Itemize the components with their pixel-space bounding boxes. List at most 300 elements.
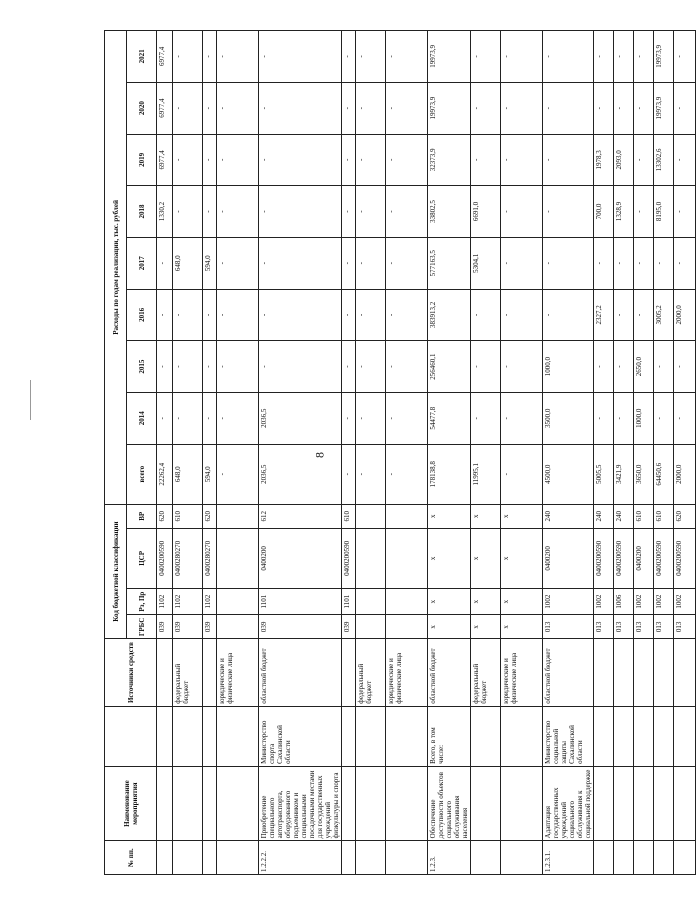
table-row	[594, 31, 614, 875]
code-grbs: 013	[634, 615, 654, 639]
code-grbs: 039	[157, 615, 173, 639]
year-value: 8195,0	[654, 186, 674, 238]
year-value: -	[356, 237, 386, 289]
year-value: 3500,0	[543, 392, 594, 444]
row-num	[342, 841, 356, 875]
header-num: № пп.	[105, 841, 157, 875]
measure-name: Адаптация государственных учреждений социального обслуживания к социальной поддержке	[543, 766, 594, 841]
code-csr: 0400200	[543, 528, 594, 588]
year-value: -	[594, 82, 614, 134]
total-value: 5005,5	[594, 444, 614, 504]
funding-source	[674, 639, 696, 706]
year-value: 2093,0	[614, 134, 634, 186]
year-value: -	[342, 289, 356, 341]
row-num	[654, 841, 674, 875]
total-value: -	[217, 444, 259, 504]
funding-source: федеральный бюджет	[471, 639, 501, 706]
measure-name	[634, 766, 654, 841]
year-value: -	[674, 341, 696, 393]
year-value: -	[614, 392, 634, 444]
measure-name	[594, 766, 614, 841]
total-value: 22262,4	[157, 444, 173, 504]
row-num: 1.2.2.2.	[259, 841, 342, 875]
year-value: -	[259, 82, 342, 134]
funding-source: федеральный бюджет	[356, 639, 386, 706]
measure-name	[674, 766, 696, 841]
code-csr: x	[428, 528, 471, 588]
total-value: -	[501, 444, 543, 504]
code-rzpr: 1002	[543, 588, 594, 614]
row-num	[217, 841, 259, 875]
year-value: -	[594, 341, 614, 393]
year-value: -	[356, 392, 386, 444]
year-value: -	[386, 134, 428, 186]
code-vr: 610	[173, 504, 203, 528]
funding-source	[634, 639, 654, 706]
code-csr	[217, 528, 259, 588]
year-value: -	[501, 341, 543, 393]
margin-mark	[30, 380, 31, 420]
code-vr: 610	[342, 504, 356, 528]
funding-source: юридические и физические лица	[217, 639, 259, 706]
year-value: -	[674, 134, 696, 186]
year-value: -	[674, 392, 696, 444]
header-rzpr: Рз, Пр	[127, 588, 157, 614]
header-year: 2020	[127, 82, 157, 134]
measure-name	[342, 766, 356, 841]
table-row	[259, 31, 342, 875]
year-value: -	[342, 31, 356, 83]
row-num	[501, 841, 543, 875]
year-value: -	[342, 82, 356, 134]
code-rzpr: 1002	[654, 588, 674, 614]
header-name: Наименование мероприятия	[105, 766, 157, 841]
year-value: -	[543, 134, 594, 186]
year-value: -	[386, 341, 428, 393]
measure-name	[356, 766, 386, 841]
header-year: 2014	[127, 392, 157, 444]
code-rzpr: 1102	[203, 588, 217, 614]
funding-source	[203, 639, 217, 706]
code-grbs: 039	[342, 615, 356, 639]
header-expense-group: Расходы по годам реализации, тыс. рублей	[105, 31, 127, 505]
table-row	[471, 31, 501, 875]
funding-source: юридические и физические лица	[386, 639, 428, 706]
year-value: -	[342, 186, 356, 238]
code-vr	[356, 504, 386, 528]
total-value: -	[356, 444, 386, 504]
year-value: -	[386, 237, 428, 289]
year-value: 700,0	[594, 186, 614, 238]
year-value: 1000,0	[634, 392, 654, 444]
year-value: -	[594, 31, 614, 83]
code-vr: 240	[594, 504, 614, 528]
year-value: 648,0	[173, 237, 203, 289]
funding-source: юридические и физические лица	[501, 639, 543, 706]
year-value: -	[259, 237, 342, 289]
year-value: -	[471, 134, 501, 186]
year-value: -	[203, 31, 217, 83]
year-value: -	[674, 237, 696, 289]
code-rzpr: 1006	[614, 588, 634, 614]
code-csr: 0400200590	[674, 528, 696, 588]
year-value: -	[356, 82, 386, 134]
code-rzpr	[217, 588, 259, 614]
year-value: -	[217, 134, 259, 186]
header-executor	[105, 706, 157, 766]
code-rzpr: 1002	[674, 588, 696, 614]
year-value: -	[173, 289, 203, 341]
year-value: -	[501, 289, 543, 341]
year-value: 383913,2	[428, 289, 471, 341]
year-value: -	[356, 31, 386, 83]
year-value: -	[614, 289, 634, 341]
code-csr: x	[501, 528, 543, 588]
year-value: -	[203, 392, 217, 444]
measure-name	[173, 766, 203, 841]
row-num	[157, 841, 173, 875]
measure-name	[217, 766, 259, 841]
year-value: -	[501, 82, 543, 134]
code-grbs: x	[501, 615, 543, 639]
year-value: 2327,2	[594, 289, 614, 341]
year-value: -	[157, 341, 173, 393]
year-value: -	[501, 392, 543, 444]
year-value: 13302,6	[654, 134, 674, 186]
year-value: -	[342, 341, 356, 393]
row-num	[173, 841, 203, 875]
year-value: -	[674, 31, 696, 83]
year-value: 6977,4	[157, 82, 173, 134]
year-value: -	[543, 289, 594, 341]
year-value: -	[356, 289, 386, 341]
executor	[614, 706, 634, 766]
funding-source: областной бюджет	[543, 639, 594, 706]
total-value: 64450,6	[654, 444, 674, 504]
code-vr: 240	[614, 504, 634, 528]
year-value: -	[634, 134, 654, 186]
year-value: -	[614, 82, 634, 134]
year-value: -	[356, 186, 386, 238]
code-csr: 0400280270	[173, 528, 203, 588]
year-value: -	[157, 237, 173, 289]
code-vr	[386, 504, 428, 528]
year-value: -	[543, 186, 594, 238]
year-value: 2036,5	[259, 392, 342, 444]
year-value: -	[674, 82, 696, 134]
code-vr: 610	[654, 504, 674, 528]
code-grbs: 039	[203, 615, 217, 639]
year-value: -	[634, 237, 654, 289]
code-rzpr: 1002	[594, 588, 614, 614]
year-value: -	[217, 82, 259, 134]
table-row	[356, 31, 386, 875]
year-value: -	[203, 82, 217, 134]
year-value: -	[173, 341, 203, 393]
code-csr: 0400200590	[614, 528, 634, 588]
year-value: -	[259, 134, 342, 186]
code-csr: 0400200	[259, 528, 342, 588]
year-value: 54477,8	[428, 392, 471, 444]
code-rzpr: x	[501, 588, 543, 614]
year-value: 2650,0	[634, 341, 654, 393]
executor	[674, 706, 696, 766]
year-value: 32373,9	[428, 134, 471, 186]
total-value: 11995,1	[471, 444, 501, 504]
page-number: 8	[312, 452, 327, 458]
header-year: 2016	[127, 289, 157, 341]
table-viewport	[104, 30, 683, 875]
total-value: -	[386, 444, 428, 504]
executor	[217, 706, 259, 766]
measure-name	[654, 766, 674, 841]
year-value: -	[594, 392, 614, 444]
table-row	[428, 31, 471, 875]
year-value: -	[614, 237, 634, 289]
code-vr: 612	[259, 504, 342, 528]
code-rzpr: 1002	[634, 588, 654, 614]
code-grbs: x	[471, 615, 501, 639]
executor	[203, 706, 217, 766]
table-row	[674, 31, 696, 875]
funding-source	[594, 639, 614, 706]
header-year: 2015	[127, 341, 157, 393]
header-csr: ЦСР	[127, 528, 157, 588]
year-value: 6691,0	[471, 186, 501, 238]
year-value: -	[471, 289, 501, 341]
code-csr: 0400200590	[157, 528, 173, 588]
year-value: -	[501, 31, 543, 83]
year-value: -	[471, 82, 501, 134]
year-value: -	[654, 392, 674, 444]
year-value: -	[217, 31, 259, 83]
year-value: -	[386, 31, 428, 83]
code-rzpr: x	[471, 588, 501, 614]
row-num: 1.2.3.	[428, 841, 471, 875]
row-num	[386, 841, 428, 875]
year-value: -	[634, 31, 654, 83]
code-vr	[217, 504, 259, 528]
year-value: -	[342, 237, 356, 289]
total-value: 2036,5	[259, 444, 342, 504]
row-num	[203, 841, 217, 875]
executor	[634, 706, 654, 766]
year-value: -	[543, 237, 594, 289]
year-value: -	[217, 392, 259, 444]
executor: Министерство спорта Сахалинской области	[259, 706, 342, 766]
table-row	[501, 31, 543, 875]
code-vr: 620	[674, 504, 696, 528]
year-value: -	[217, 341, 259, 393]
executor	[356, 706, 386, 766]
code-vr: 240	[543, 504, 594, 528]
row-num: 1.2.3.1.	[543, 841, 594, 875]
year-value: 1978,3	[594, 134, 614, 186]
measure-name	[157, 766, 173, 841]
measure-name: Обеспечение доступности объектов социального обслуживания населения	[428, 766, 471, 841]
code-csr: 0400200590	[654, 528, 674, 588]
year-value: -	[342, 392, 356, 444]
year-value: 577163,5	[428, 237, 471, 289]
year-value: 6977,4	[157, 31, 173, 83]
executor	[173, 706, 203, 766]
code-csr: 0400200590	[594, 528, 614, 588]
year-value: -	[654, 341, 674, 393]
year-value: 1330,2	[157, 186, 173, 238]
year-value: -	[634, 82, 654, 134]
measure-name	[501, 766, 543, 841]
year-value: -	[471, 392, 501, 444]
executor	[157, 706, 173, 766]
header-year: 2021	[127, 31, 157, 83]
year-value: 19973,9	[428, 31, 471, 83]
year-value: -	[386, 186, 428, 238]
year-value: 19973,9	[654, 31, 674, 83]
row-num	[634, 841, 654, 875]
year-value: -	[173, 31, 203, 83]
row-num	[471, 841, 501, 875]
year-value: 2000,0	[674, 289, 696, 341]
year-value: 256460,1	[428, 341, 471, 393]
code-grbs: 013	[543, 615, 594, 639]
executor	[501, 706, 543, 766]
header-vr: ВР	[127, 504, 157, 528]
executor	[386, 706, 428, 766]
code-vr: 610	[634, 504, 654, 528]
code-grbs	[217, 615, 259, 639]
table-row	[157, 31, 173, 875]
year-value: 1328,9	[614, 186, 634, 238]
header-year: 2018	[127, 186, 157, 238]
code-rzpr	[356, 588, 386, 614]
code-grbs: 013	[674, 615, 696, 639]
code-rzpr	[386, 588, 428, 614]
year-value: 33802,5	[428, 186, 471, 238]
total-value: 178138,8	[428, 444, 471, 504]
code-rzpr: 1102	[157, 588, 173, 614]
funding-source	[654, 639, 674, 706]
row-num	[614, 841, 634, 875]
year-value: -	[203, 341, 217, 393]
header-grbs: ГРБС	[127, 615, 157, 639]
code-grbs	[356, 615, 386, 639]
executor	[654, 706, 674, 766]
year-value: 5304,1	[471, 237, 501, 289]
year-value: 6977,4	[157, 134, 173, 186]
table-row	[654, 31, 674, 875]
year-value: -	[543, 31, 594, 83]
code-grbs: 013	[594, 615, 614, 639]
code-rzpr: 1102	[173, 588, 203, 614]
year-value: -	[471, 31, 501, 83]
table-row	[386, 31, 428, 875]
funding-source: областной бюджет	[259, 639, 342, 706]
year-value: 594,0	[203, 237, 217, 289]
code-csr	[356, 528, 386, 588]
year-value: -	[259, 186, 342, 238]
year-value: -	[386, 392, 428, 444]
code-grbs: 039	[173, 615, 203, 639]
row-num	[674, 841, 696, 875]
year-value: -	[259, 289, 342, 341]
funding-source: областной бюджет	[428, 639, 471, 706]
year-value: 19973,9	[654, 82, 674, 134]
year-value: -	[356, 341, 386, 393]
code-vr: 620	[203, 504, 217, 528]
year-value: -	[654, 237, 674, 289]
measure-name	[471, 766, 501, 841]
table-row	[217, 31, 259, 875]
total-value: 3421,9	[614, 444, 634, 504]
row-num	[356, 841, 386, 875]
year-value: -	[634, 186, 654, 238]
year-value: -	[386, 289, 428, 341]
year-value: -	[203, 289, 217, 341]
total-value: 4500,0	[543, 444, 594, 504]
total-value: 3650,0	[634, 444, 654, 504]
year-value: -	[471, 341, 501, 393]
executor: Министерство социальной защиты Сахалинской области	[543, 706, 594, 766]
code-vr: 620	[157, 504, 173, 528]
year-value: -	[157, 289, 173, 341]
header-year: 2019	[127, 134, 157, 186]
measure-name: Приобретение специального автотранспорта, оборудованного подъемником и специальными посадочными местами для государственных учреждений физкультуры и спорта	[259, 766, 342, 841]
year-value: -	[203, 186, 217, 238]
year-value: -	[356, 134, 386, 186]
table-row	[543, 31, 594, 875]
measure-name	[614, 766, 634, 841]
budget-table	[104, 30, 696, 875]
executor	[471, 706, 501, 766]
table-row	[173, 31, 203, 875]
year-value: -	[259, 341, 342, 393]
code-csr: 0400280270	[203, 528, 217, 588]
year-value: -	[501, 237, 543, 289]
year-value: -	[217, 186, 259, 238]
code-grbs: x	[428, 615, 471, 639]
measure-name	[203, 766, 217, 841]
year-value: -	[614, 31, 634, 83]
executor	[594, 706, 614, 766]
header-year: 2017	[127, 237, 157, 289]
year-value: -	[594, 237, 614, 289]
year-value: -	[217, 237, 259, 289]
table-body	[157, 31, 696, 875]
year-value: 3005,2	[654, 289, 674, 341]
code-vr: x	[471, 504, 501, 528]
table-row	[342, 31, 356, 875]
year-value: -	[614, 341, 634, 393]
year-value: -	[173, 186, 203, 238]
code-grbs	[386, 615, 428, 639]
year-value: -	[173, 134, 203, 186]
rotated-page	[104, 30, 683, 875]
code-grbs: 013	[654, 615, 674, 639]
funding-source	[342, 639, 356, 706]
funding-source: федеральный бюджет	[173, 639, 203, 706]
code-csr: x	[471, 528, 501, 588]
total-value: 2000,0	[674, 444, 696, 504]
year-value: -	[217, 289, 259, 341]
executor: Всего, в том числе:	[428, 706, 471, 766]
code-rzpr: 1101	[342, 588, 356, 614]
year-value: -	[203, 134, 217, 186]
table-row	[634, 31, 654, 875]
funding-source	[614, 639, 634, 706]
year-value: -	[259, 31, 342, 83]
code-csr: 0400200	[634, 528, 654, 588]
header-code-group: Код бюджетной классификации	[105, 504, 127, 639]
